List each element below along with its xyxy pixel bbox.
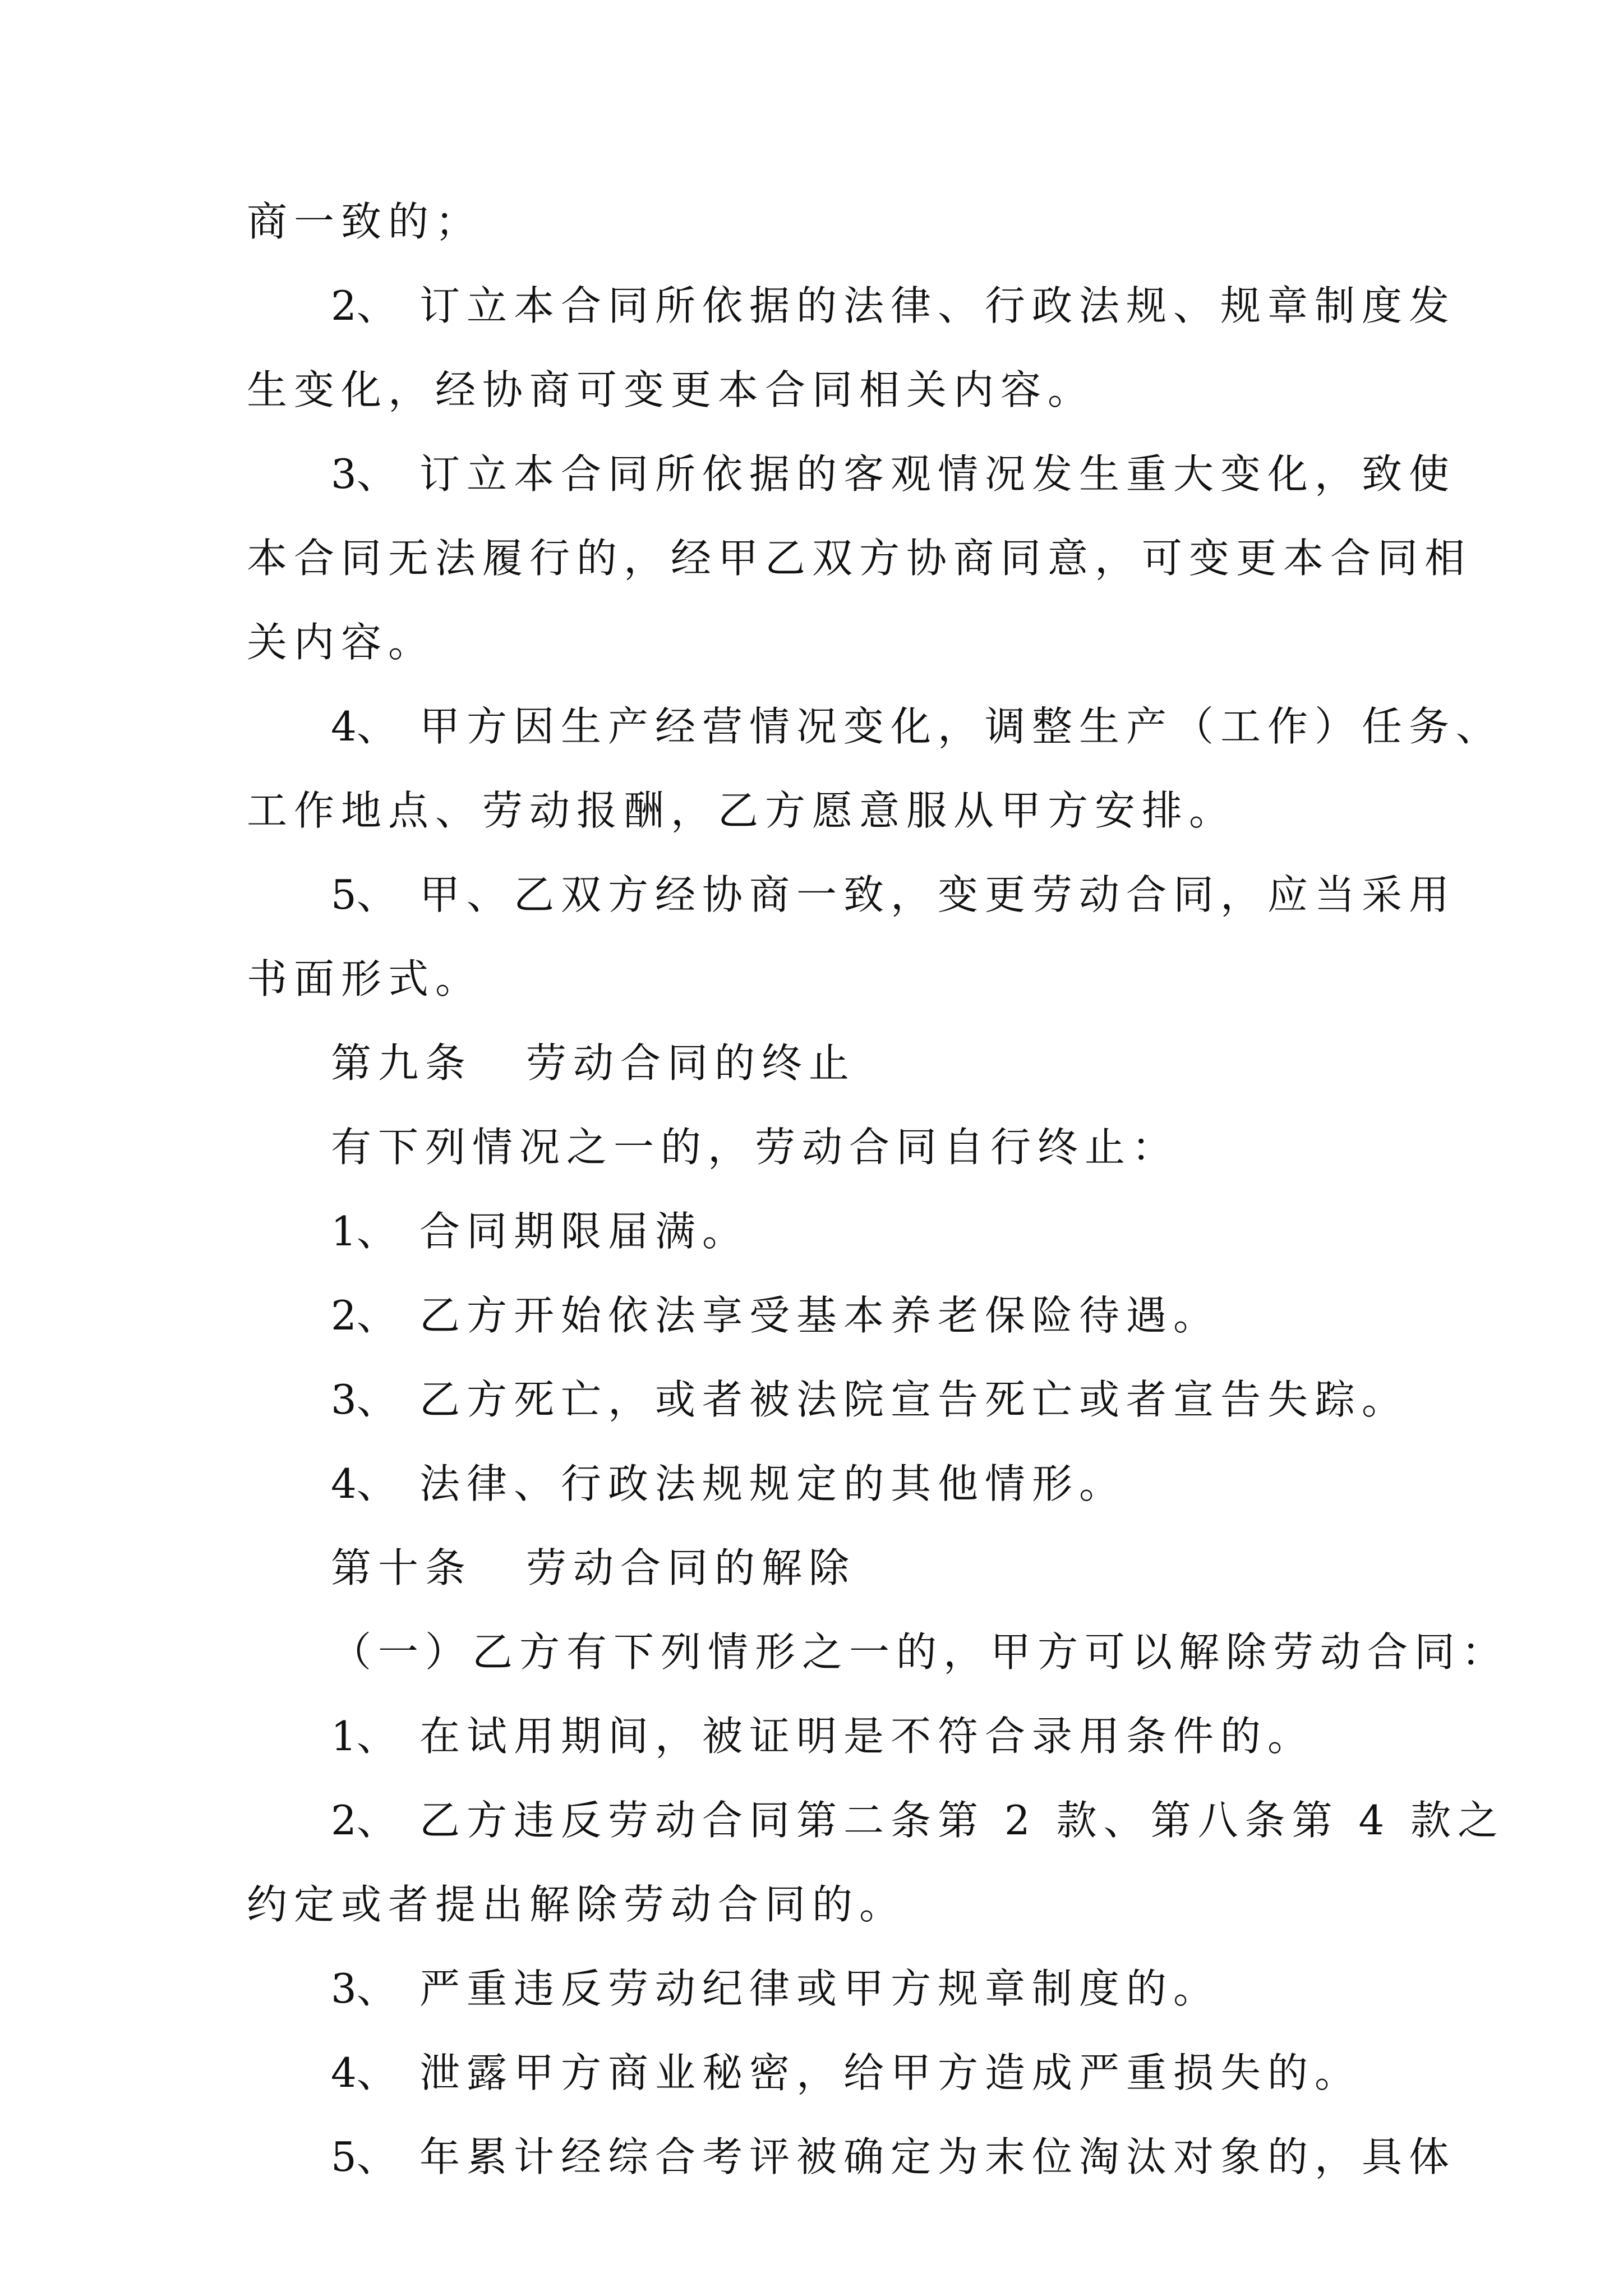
clause-item [331,1372,1409,1428]
line-text: 法律、行政法规规定的其他情形。 [419,1460,1127,1507]
clause-item [331,2129,1456,2185]
line-text: 生变化，经协商可变更本合同相关内容。 [247,366,1095,413]
clause-number: 3、 [331,1965,397,2012]
line-text: 工作地点、劳动报酬，乙方愿意服从甲方安排。 [247,787,1237,834]
clause-number: 4、 [331,1460,397,1507]
text-line [247,530,1472,586]
clause-item [331,1961,1220,2017]
clause-item [331,1456,1126,1512]
text-line [247,783,1236,839]
line-text: 严重违反劳动纪律或甲方规章制度的。 [419,1965,1221,2012]
text-line [247,194,482,250]
text-line [247,1876,906,1932]
article-title: 劳动合同的终止 [526,1039,856,1087]
clause-number: 1、 [331,1208,397,1255]
line-text: 年累计经综合考评被确定为末位淘汰对象的，具体 [419,2133,1456,2180]
clause-item [331,2045,1362,2101]
line-text: 订立本合同所依据的客观情况发生重大变化，致使 [419,450,1456,498]
line-text: 合同期限届满。 [419,1208,750,1255]
clause-item [331,1287,1220,1343]
article-number: 第九条 [331,1039,473,1087]
clause-item [331,1203,749,1259]
line-text: 乙方死亡，或者被法院宣告死亡或者宣告失踪。 [419,1376,1409,1423]
clause-item [331,1792,1505,1848]
clause-number: 5、 [331,871,397,918]
clause-number: 2、 [331,1292,397,1339]
line-text: 有下列情况之一的，劳动合同自行终止： [331,1124,1179,1171]
clause-number: 4、 [331,703,397,750]
line-text: 乙方开始依法享受基本养老保险待遇。 [419,1292,1221,1339]
text-line [331,1624,1509,1680]
line-text: 书面形式。 [247,955,483,1002]
clause-number: 3、 [331,1376,397,1423]
line-text: 在试用期间，被证明是不符合录用条件的。 [419,1713,1315,1760]
clause-item [331,698,1503,754]
line-text: 订立本合同所依据的法律、行政法规、规章制度发 [419,282,1456,329]
line-text: 乙方违反劳动合同第二条第 2 款、第八条第 4 款之 [419,1797,1505,1844]
clause-item [331,278,1456,334]
article-title: 劳动合同的解除 [526,1544,856,1591]
line-text: 本合同无法履行的，经甲乙双方协商同意，可变更本合同相 [247,535,1472,582]
text-line [247,614,435,670]
clause-number: 3、 [331,450,397,498]
line-text: 泄露甲方商业秘密，给甲方造成严重损失的。 [419,2049,1362,2096]
clause-number: 4、 [331,2049,397,2096]
text-line [331,1119,1179,1175]
line-text: 商一致的； [247,198,483,245]
line-text: 甲、乙双方经协商一致，变更劳动合同，应当采用 [419,871,1456,918]
clause-number: 5、 [331,2133,397,2180]
clause-number: 2、 [331,1797,397,1844]
line-text: 关内容。 [247,619,436,666]
clause-item [331,1708,1315,1764]
clause-item [331,867,1456,923]
article-number: 第十条 [331,1544,473,1591]
text-line [247,362,1095,418]
line-text: 约定或者提出解除劳动合同的。 [247,1881,907,1928]
line-text: 甲方因生产经营情况变化，调整生产（工作）任务、 [419,703,1504,750]
clause-number: 2、 [331,282,397,329]
article-heading [331,1540,856,1596]
clause-number: 1、 [331,1713,397,1760]
clause-item [331,446,1456,502]
text-line [247,951,482,1007]
line-text: （一）乙方有下列情形之一的，甲方可以解除劳动合同： [331,1628,1509,1676]
article-heading [331,1035,856,1091]
